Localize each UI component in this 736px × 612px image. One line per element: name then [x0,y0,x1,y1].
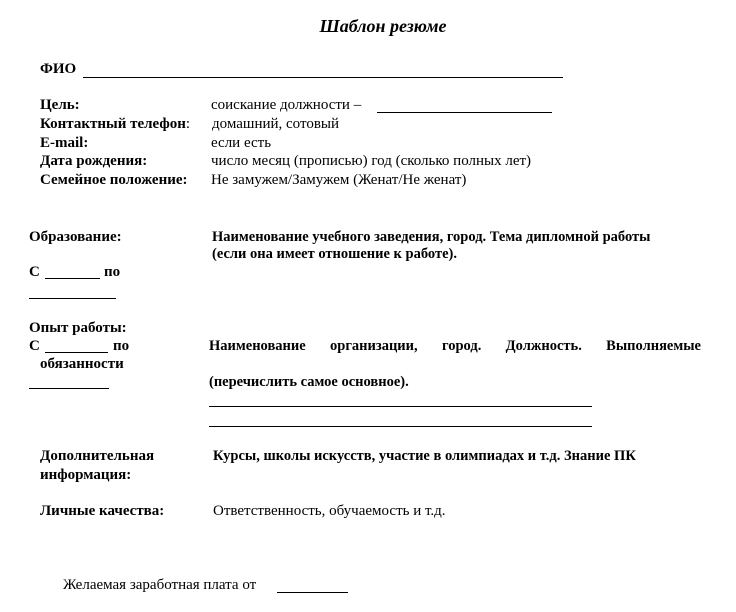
birth-value: число месяц (прописью) год (сколько полных лет) [211,153,532,169]
email-label: E-mail: [40,135,89,151]
document-title: Шаблон резюме [319,16,447,36]
goal-label: Цель: [40,97,80,113]
family-value: Не замужем/Замужем (Женат/Не женат) [211,172,467,188]
experience-from: С [29,338,40,354]
experience-desc-line2: (перечислить самое основное). [209,374,409,390]
email-value: если есть [211,135,272,151]
additional-label-line2: информация: [40,467,132,483]
phone-label-wrap [40,116,190,133]
salary-blank-line [277,592,348,593]
birth-label: Дата рождения: [40,153,148,169]
family-label: Семейное положение: [40,172,188,188]
experience-desc-line1: Наименование организации, город. Должность. Выполняемые [209,338,701,354]
goal-blank-line [377,112,552,113]
fio-blank-line [83,77,563,78]
experience-duties: обязанности [40,356,124,372]
phone-colon: : [185,116,191,132]
experience-label: Опыт работы: [29,320,127,336]
additional-label-line1: Дополнительная [40,448,155,464]
education-to-line [29,298,116,299]
qualities-value: Ответственность, обучаемость и т.д. [213,503,446,519]
additional-value: Курсы, школы искусств, участие в олимпиадах и т.д. Знание ПК [213,448,636,464]
education-desc-line2: (если она имеет отношение к работе). [212,246,457,262]
phone-value: домашний, сотовый [212,116,340,132]
qualities-label: Личные качества: [40,503,165,519]
fio-label: ФИО [40,61,77,77]
education-label: Образование: [29,229,122,245]
experience-blank-line-2 [209,426,592,427]
education-desc-line1: Наименование учебного заведения, город. Тема дипломной работы [212,229,651,245]
experience-from-line [45,352,108,353]
education-to: по [104,264,121,280]
education-from-line [45,278,100,279]
experience-to-line [29,388,109,389]
experience-blank-line-1 [209,406,592,407]
experience-to: по [113,338,130,354]
education-from: С [29,264,40,280]
salary-label: Желаемая заработная плата от [63,577,257,593]
phone-label: Контактный телефон [40,116,186,132]
goal-value: соискание должности – [211,97,362,113]
